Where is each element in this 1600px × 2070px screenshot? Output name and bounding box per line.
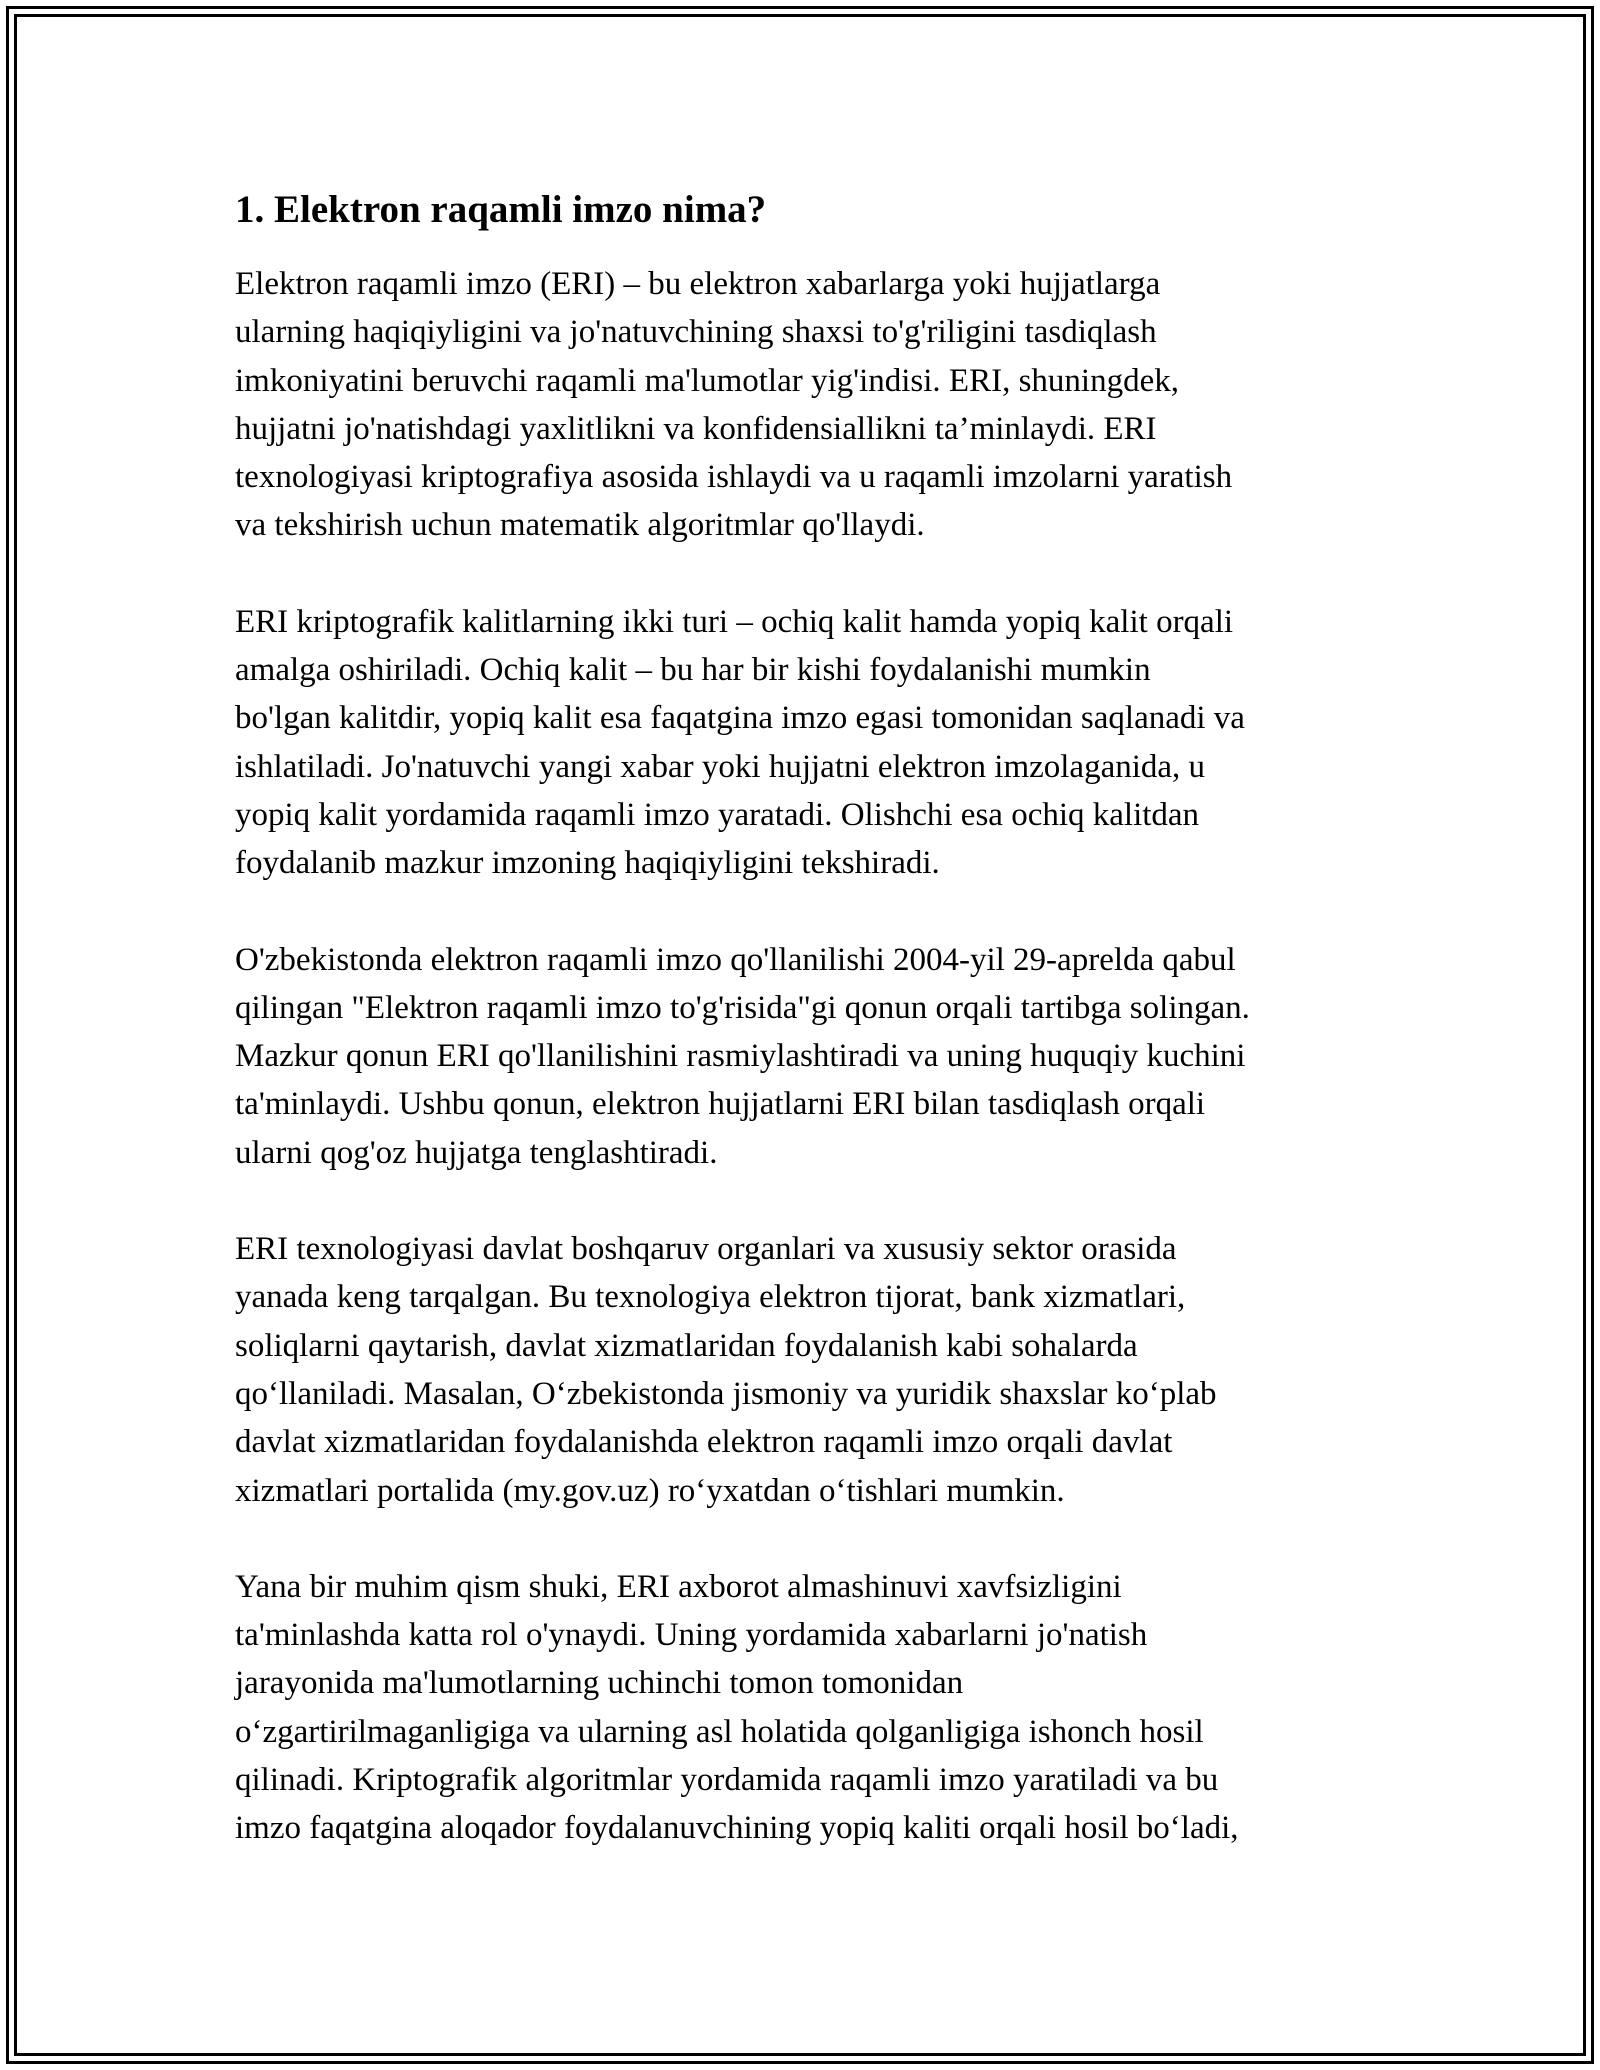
paragraph-usage: ERI texnologiyasi davlat boshqaruv organlari va xususiy sektor orasida yanada keng tarqalgan. Bu texnologiya elektron tijorat, bank xizmatlari, soliqlarni qaytarish, davlat xizmatlaridan foydalanish kabi sohalarda qo‘llaniladi. Masalan, O‘zbekistonda jismoniy va yuridik shaxslar ko‘plab davlat xizmatlaridan foydalanishda elektron raqamli imzo orqali davlat xizmatlari portalida (my.gov.uz) ro‘yxatdan o‘tishlari mumkin.: [235, 1231, 1217, 1509]
paragraph-definition: Elektron raqamli imzo (ERI) – bu elektron xabarlarga yoki hujjatlarga ularning haqiqiyligini va jo'natuvchining shaxsi to'g'riligini tasdiqlash imkoniyatini beruvchi raqamli ma'lumotlar yig'indisi. ERI, shuningdek, hujjatni jo'natishdagi yaxlitlikni va konfidensiallikni ta’minlaydi. ERI texnologiyasi kriptografiya asosida ishlaydi va u raqamli imzolarni yaratish va tekshirish uchun matematik algoritmlar qo'llaydi.: [235, 266, 1233, 544]
section-heading: 1. Elektron raqamli imzo nima?: [235, 188, 767, 231]
document-body: [235, 186, 1385, 1901]
paragraph-security: Yana bir muhim qism shuki, ERI axborot almashinuvi xavfsizligini ta'minlashda katta rol o'ynaydi. Uning yordamida xabarlarni jo'natish jarayonida ma'lumotlarning uchinchi tomon tomonidan o‘zgartirilmaganligiga va ularning asl holatida qolganligiga ishonch hosil qilinadi. Kriptografik algoritmlar yordamida raqamli imzo yaratiladi va bu imzo faqatgina aloqador foydalanuvchining yopiq kaliti orqali hosil bo‘ladi,: [235, 1568, 1239, 1847]
paragraph-law: O'zbekistonda elektron raqamli imzo qo'llanilishi 2004-yil 29-aprelda qabul qilingan "Elektron raqamli imzo to'g'risida"gi qonun orqali tartibga solingan. Mazkur qonun ERI qo'llanilishini rasmiylashtiradi va uning huquqiy kuchini ta'minlaydi. Ushbu qonun, elektron hujjatlarni ERI bilan tasdiqlash orqali ularni qog'oz hujjatga tenglashtiradi.: [235, 941, 1250, 1171]
paragraph-keys: ERI kriptografik kalitlarning ikki turi – ochiq kalit hamda yopiq kalit orqali amalga oshiriladi. Ochiq kalit – bu har bir kishi foydalanishi mumkin bo'lgan kalitdir, yopiq kalit esa faqatgina imzo egasi tomonidan saqlanadi va ishlatiladi. Jo'natuvchi yangi xabar yoki hujjatni elektron imzolaganida, u yopiq kalit yordamida raqamli imzo yaratadi. Olishchi esa ochiq kalitdan foydalanib mazkur imzoning haqiqiyligini tekshiradi.: [235, 603, 1245, 882]
